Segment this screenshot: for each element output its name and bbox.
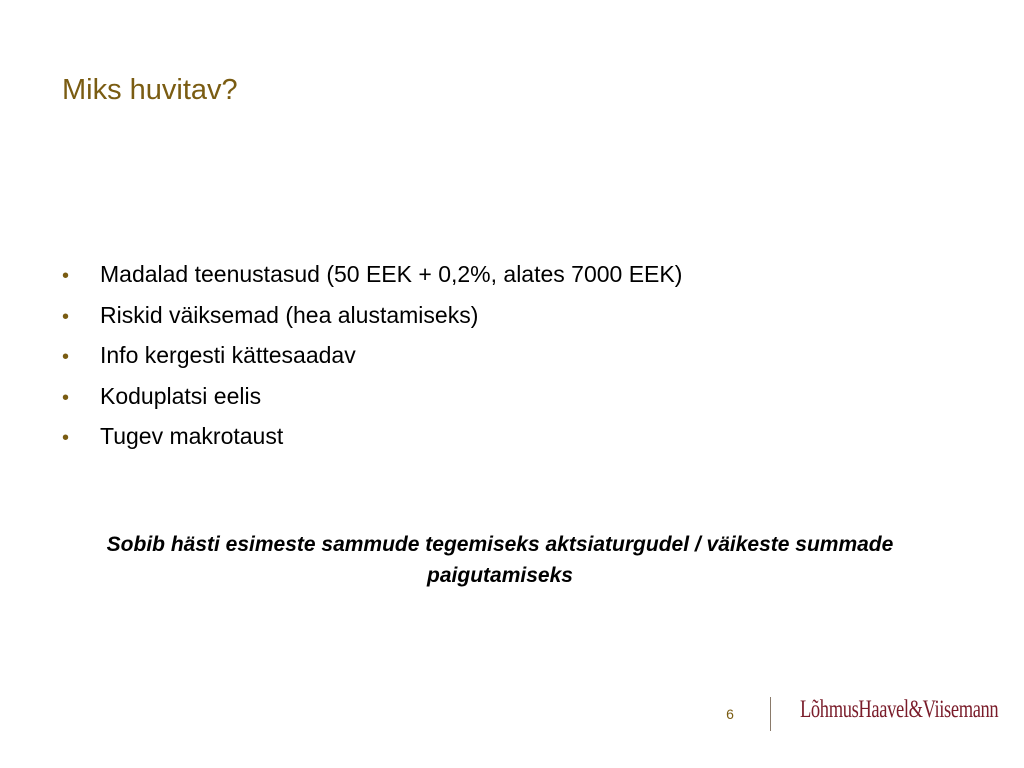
bullet-item [62, 295, 682, 336]
bullet-marker: • [62, 305, 70, 328]
footer-divider [770, 697, 771, 731]
bullet-text: Koduplatsi eelis [100, 382, 262, 409]
bullet-item [62, 416, 682, 457]
bullet-list [62, 254, 682, 457]
bullet-marker: • [62, 346, 70, 368]
slide-title: Miks huvitav? [62, 74, 238, 106]
bullet-text: Tugev makrotaust [100, 423, 284, 449]
bullet-text: Madalad teenustasud (50 EEK + 0,2%, alates 7000 EEK) [100, 261, 683, 287]
bullet-text: Info kergesti kättesaadav [100, 342, 356, 368]
conclusion-text: Sobib hästi esimeste sammude tegemiseks aktsiaturgudel / väikeste summade paigutamiseks [106, 533, 894, 587]
bullet-item [62, 254, 682, 295]
bullet-text: Riskid väiksemad (hea alustamiseks) [100, 301, 479, 328]
bullet-item [62, 376, 682, 417]
bullet-marker: • [62, 265, 70, 287]
page-number: 6 [726, 706, 734, 722]
bullet-item [62, 335, 682, 376]
bullet-marker: • [62, 427, 70, 449]
bullet-marker: • [62, 386, 70, 409]
company-logo: LõhmusHaavel&Viisemann [800, 696, 999, 723]
